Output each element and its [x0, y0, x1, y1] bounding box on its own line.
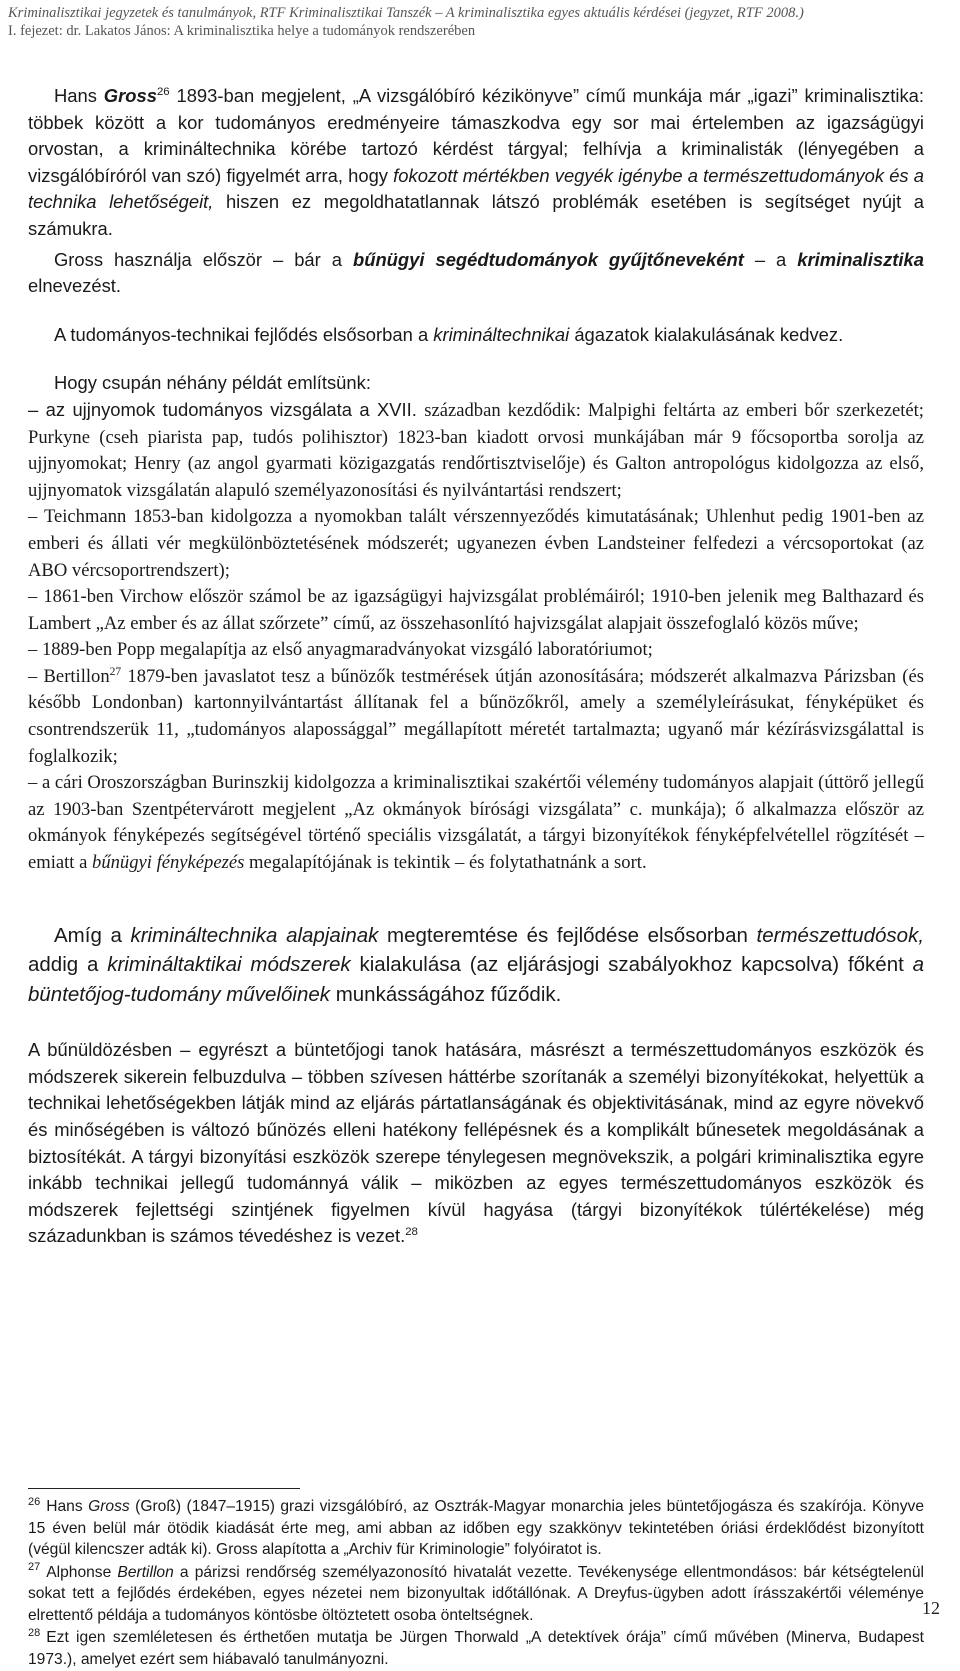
paragraph-examples-intro: Hogy csupán néhány példát említsünk: — [54, 372, 371, 394]
footnote-27 — [28, 1562, 924, 1627]
text-run: – az ujjnyomok tudományos vizsgálata a XVII. — [28, 398, 425, 420]
paragraph-technique-vs-tactics — [28, 921, 924, 1010]
footnote-ref-26[interactable]: 26 — [156, 85, 170, 98]
paragraph-gross-naming — [28, 247, 924, 300]
paragraph-technical-development — [28, 322, 924, 349]
header-series-title: Kriminalisztikai jegyzetek és tanulmányok, RTF Kriminalisztikai Tanszék – A kriminalisztika egyes aktuális kérdései (jegyzet, RTF 2008.) — [8, 5, 804, 21]
text-run: Hans — [54, 85, 104, 106]
text-run: a párizsi rendőrség személyazonosító hivatalát vezette. Tevékenysége ellentmondásos: bár kétségtelenül sokat tett a fejlődés érdekében, egyes nézetei nem bizonyultak időtállónak. A Dreyfus-ügyben adott írásszakértői véleménye elrettentő példája a tudományos köntösbe öltöztetett osoba önteltségnek. — [28, 1563, 924, 1624]
text-run: Hans — [46, 1498, 89, 1515]
footnote-number: 27 — [28, 1561, 41, 1574]
text-run-italic: természettudósok, — [756, 923, 925, 947]
text-run: Amíg a — [54, 923, 131, 947]
text-run-italic: krimináltechnika alapjainak — [130, 923, 379, 947]
main-text — [28, 83, 924, 1250]
text-run: megalapítójának is tekintik – és folytathatnánk a sort. — [244, 852, 647, 874]
header-chapter-title: I. fejezet: dr. Lakatos János: A kriminalisztika helye a tudományok rendszerében — [8, 23, 476, 39]
text-run: megteremtése és fejlődése elsősorban — [378, 923, 757, 947]
footnote-ref-28[interactable]: 28 — [405, 1226, 418, 1239]
text-run: Ezt igen szemléletesen és érthetően mutatja be Jürgen Thorwald „A detektívek órája” című művében (Minerva, Budapest 1973.), amelyet ezért sem hiábavaló tanulmányozni. — [28, 1629, 924, 1668]
text-run: addig a — [28, 953, 108, 977]
list-item-bertillon — [28, 664, 924, 770]
list-item-burinszkij — [28, 770, 924, 876]
text-run-bold-italic: Gross — [103, 85, 157, 106]
text-run-bold-italic: kriminalisztika — [797, 248, 924, 270]
footnote-separator — [28, 1488, 300, 1489]
running-header — [8, 4, 952, 40]
list-item-fingerprints — [28, 397, 924, 504]
text-run-italic: krimináltaktikai módszerek — [107, 953, 351, 977]
text-run: elnevezést. — [28, 275, 122, 297]
text-run: Gross használja először – bár a — [54, 248, 353, 270]
footnote-28 — [28, 1627, 924, 1670]
paragraph-law-enforcement — [28, 1037, 924, 1250]
text-run: Alphonse — [46, 1563, 118, 1581]
text-run: 1893-ban megjelent, „A vizsgálóbíró kézikönyve” című munkája már „igazi” kriminalisztika: többek között a kor tudományos eredményeire támaszkodva egy sor mai értelemben az igazságügyi orvostan, a krimináltechnika körébe tartozó kérdést tárgyal; felhívja a kriminalisták (lényegében a vizsgálóbíróról van szó) figyelmét arra, hogy — [28, 85, 925, 186]
paragraph-gross-intro — [28, 83, 924, 243]
text-run: – a — [743, 248, 798, 270]
footnote-26 — [28, 1496, 924, 1561]
footnote-number: 26 — [28, 1495, 41, 1508]
text-run-bold-italic: bűnügyi segédtudományok gyűjtőneveként — [352, 248, 744, 270]
text-run: hiszen ez megoldhatatlannak látszó problémák esetében is segítséget nyújt a számukra. — [28, 191, 924, 239]
text-run: A bűnüldözésben – egyrészt a büntetőjogi tanok hatására, másrészt a természettudományos eszközök és módszerek sikerein felbuzdulva – többen szívesen háttérbe szorítanák a személyi bizonyítékokat, helyettük a technikai lehetőségekben látják mind az eljárás pártatlanságának és objektivitásának, mind az egyre növekvő és minőségében is változó bűnözés elleni hatékony fellépésnek és a komplikált bűnesetek megoldásának a biztosítékát. A tárgyi bizonyítási eszközök szerepe ténylegesen megnövekszik, a polgári kriminalisztika egyre inkább technikai jellegű tudománnyá válik – miközben az egyes természettudományos eszközök és módszerek fejlettségi szintjének figyelmen kívül hagyása (tárgyi bizonyítékok túlértékelése) még századunkban is számos tévedéshez is vezet. — [28, 1039, 924, 1247]
page-number: 12 — [922, 1598, 940, 1618]
footnote-number: 28 — [28, 1626, 41, 1639]
text-run: 1879-ben javaslatot tesz a bűnözők testmérések útján azonosítására; módszerét alkalmazva Párizsban (és később Londonban) kartonnyilvántartást állítanak fel a bűnözőkről, amely a személyleírásukat, fényképüket és csontrendszerük 11, „tudományos alapossággal” megállapított méretét tartalmazta; ugyanő már kézírásvizsgálattal is foglalkozik; — [28, 665, 924, 767]
text-run: – a cári Oroszországban Burinszkij kidolgozza a kriminalisztikai szakértői vélemény tudományos alapjait (úttörő jellegű az 1903-ban Szentpétervárott megjelent „Az okmányok bírósági vizsgálata” c. munkája); ő alkalmazza először az okmányok fényképezés segítségével történő speciális vizsgálatát, a tárgyi bizonyítékok fényképfelvétellel rögzítését – emiatt a — [28, 772, 924, 874]
text-run: ágazatok kialakulásának kedvez. — [569, 323, 844, 345]
text-run: – Bertillon — [28, 665, 110, 687]
text-run-italic: a büntetőjog-tudomány művelőinek — [28, 953, 925, 1006]
list-item-laboratory: – 1889-ben Popp megalapítja az első anyagmaradványokat vizsgáló laboratóriumot; — [28, 639, 653, 661]
text-run: munkásságához fűződik. — [330, 982, 562, 1006]
text-run-italic: fokozott mértékben vegyék igénybe a természettudományok és a technika lehetőségeit, — [28, 164, 924, 213]
list-item-blood: – Teichmann 1853-ban kidolgozza a nyomokban talált vérszennyeződés kimutatásának; Uhlenhut pedig 1901-ben az emberi és állati vér megkülönböztetésének módszerét; ugyanezen évben Landsteiner felfedezi a vércsoportokat (az ABO vércsoportrendszert); — [28, 506, 924, 581]
text-run: (Groß) (1847–1915) grazi vizsgálóbíró, az Osztrák-Magyar monarchia jeles büntetőjogásza és szakírója. Könyve 15 éven belül már ötödik kiadását érte meg, ami abban az időben egy szakkönyv tekintetében óriási érdeklődést bizonyított (végül kilencszer adták ki). Gross alapította a „Archiv für Kriminologie” folyóiratot is. — [28, 1498, 924, 1558]
text-run-italic: Gross — [88, 1498, 130, 1515]
text-run: A tudományos-technikai fejlődés elsősorban a — [54, 323, 434, 345]
text-run-italic: krimináltechnikai — [433, 323, 570, 345]
footnote-ref-27[interactable]: 27 — [109, 665, 122, 678]
text-run: kialakulása (az eljárásjogi szabályokhoz kapcsolva) főként — [350, 953, 913, 977]
text-run-italic: Bertillon — [117, 1563, 174, 1581]
text-run-italic: bűnügyi fényképezés — [92, 852, 245, 874]
text-run: században kezdődik: Malpighi feltárta az emberi bőr szerkezetét; Purkyne (cseh piarista pap, tudós polihisztor) 1823-ban kiadott orvosi munkájában már 9 főcsoportba sorolja az ujjnyomokat; Henry (az angol gyarmati közigazgatás rendőrtisztviselője) és Galton antropológus kidolgozza az első, ujjnyomatok vizsgálatán alapuló személyazonosítási és nyilvántartási rendszert; — [28, 399, 924, 501]
footnotes — [28, 1496, 924, 1671]
list-item-hair: – 1861-ben Virchow először számol be az igazságügyi hajvizsgálat problémáiról; 1910-ben jelenik meg Balthazard és Lambert „Az ember és az állat szőrzete” című, az összehasonlító hajvizsgálat alapjait összefoglaló közös műve; — [28, 586, 924, 634]
